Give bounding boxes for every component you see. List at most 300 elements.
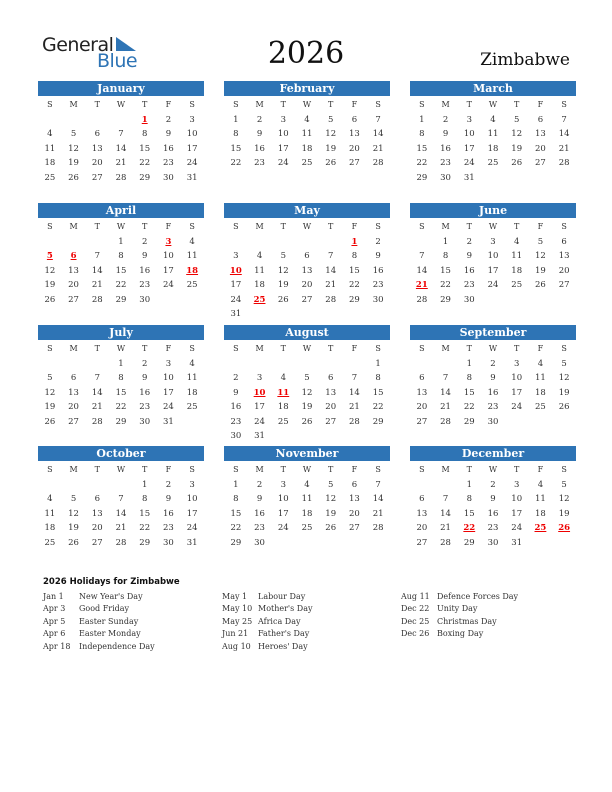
day: 24 — [163, 280, 174, 290]
day: 19 — [325, 143, 337, 154]
day: 28 — [325, 294, 337, 305]
day: 13 — [68, 387, 79, 398]
empty-cell — [38, 113, 62, 128]
day: 1 — [442, 236, 449, 247]
day: 28 — [372, 523, 384, 533]
day: 14 — [372, 494, 384, 504]
day: 1 — [419, 114, 425, 125]
day: 29 — [349, 294, 360, 305]
day: 16 — [139, 265, 151, 276]
day: 23 — [139, 402, 151, 412]
month-header: December — [410, 446, 576, 461]
day: 14 — [325, 265, 337, 276]
day: 5 — [304, 373, 310, 383]
holiday-date: Dec 25 — [401, 616, 430, 626]
month-days — [410, 220, 576, 307]
empty-cell — [248, 357, 272, 372]
day: 22 — [372, 402, 384, 412]
holiday-day: 6 — [70, 251, 77, 261]
day: 15 — [372, 387, 384, 398]
day: 5 — [70, 494, 77, 504]
day: 10 — [487, 251, 499, 261]
weekday-label: S — [47, 222, 53, 231]
empty-cell — [434, 357, 458, 372]
day: 25 — [186, 402, 198, 412]
weekday-label: F — [537, 465, 544, 474]
month-header: August — [224, 325, 390, 340]
month-september — [410, 325, 576, 429]
month-days — [224, 98, 390, 171]
empty-cell — [62, 235, 86, 250]
day: 17 — [463, 143, 475, 154]
day: 7 — [561, 114, 567, 125]
day: 8 — [118, 251, 124, 261]
weekday-label: W — [116, 222, 126, 231]
day: 27 — [68, 416, 79, 427]
day: 13 — [558, 251, 570, 261]
day: 15 — [139, 508, 151, 519]
holiday-row — [401, 591, 518, 603]
day: 12 — [535, 251, 546, 261]
day: 23 — [487, 523, 499, 533]
holiday-row — [222, 591, 312, 603]
day: 11 — [535, 373, 546, 383]
day: 28 — [372, 158, 384, 168]
day: 26 — [44, 294, 56, 305]
day: 22 — [115, 280, 127, 290]
day: 12 — [44, 387, 56, 398]
day: 30 — [230, 431, 242, 441]
empty-cell — [85, 235, 109, 250]
day: 31 — [511, 537, 523, 548]
day: 21 — [372, 143, 384, 154]
month-days — [410, 98, 576, 185]
weekday-label: S — [233, 465, 239, 474]
day: 6 — [561, 236, 567, 247]
day: 2 — [141, 236, 148, 247]
day: 17 — [277, 508, 289, 519]
day: 19 — [277, 280, 289, 290]
holiday-row — [222, 616, 312, 628]
holiday-date: Dec 26 — [401, 629, 430, 639]
day: 14 — [349, 387, 360, 398]
day: 15 — [416, 143, 428, 154]
day: 24 — [254, 416, 265, 427]
month-days — [224, 463, 390, 550]
day: 20 — [535, 143, 546, 154]
empty-cell — [224, 235, 248, 250]
day: 8 — [375, 373, 381, 383]
holiday-date: May 1 — [222, 592, 248, 601]
day: 17 — [277, 143, 289, 154]
day: 4 — [304, 479, 310, 490]
day: 31 — [230, 309, 242, 319]
day: 22 — [139, 158, 151, 168]
month-july — [38, 325, 204, 429]
day: 3 — [280, 114, 286, 125]
day: 28 — [115, 537, 127, 548]
day: 29 — [139, 172, 151, 183]
weekday-label: T — [466, 465, 472, 474]
weekday-label: S — [47, 344, 53, 353]
day: 8 — [442, 251, 449, 261]
month-days — [410, 463, 576, 550]
weekday-label: S — [189, 465, 195, 474]
month-header: July — [38, 325, 204, 340]
day: 19 — [558, 508, 570, 519]
day: 27 — [91, 537, 103, 548]
holiday-row — [222, 628, 312, 640]
month-february — [224, 81, 390, 171]
day: 20 — [68, 280, 79, 290]
day: 3 — [233, 251, 239, 261]
day: 23 — [163, 523, 174, 533]
day: 14 — [91, 387, 103, 398]
day: 12 — [277, 265, 289, 276]
day: 7 — [375, 114, 381, 125]
day: 15 — [463, 508, 475, 519]
month-header: June — [410, 203, 576, 218]
empty-cell — [271, 235, 295, 250]
month-header: February — [224, 81, 390, 96]
day: 8 — [141, 129, 148, 139]
day: 12 — [558, 494, 570, 504]
day: 7 — [442, 494, 449, 504]
holiday-day: 5 — [46, 251, 53, 261]
weekday-label: M — [69, 100, 78, 109]
holiday-name: Easter Monday — [79, 629, 141, 639]
day: 3 — [189, 114, 195, 125]
month-header: September — [410, 325, 576, 340]
day: 14 — [372, 129, 384, 139]
day: 24 — [463, 158, 475, 168]
weekday-label: S — [561, 344, 567, 353]
weekday-label: F — [537, 222, 544, 231]
day: 27 — [416, 416, 428, 427]
month-april — [38, 203, 204, 307]
day: 18 — [301, 508, 313, 519]
day: 24 — [163, 402, 174, 412]
day: 30 — [163, 537, 174, 548]
weekday-label: T — [142, 344, 148, 353]
day: 20 — [558, 265, 570, 276]
day: 3 — [513, 479, 520, 490]
holiday-date: Dec 22 — [401, 604, 430, 614]
day: 16 — [372, 265, 384, 276]
day: 23 — [487, 402, 499, 412]
weekday-label: T — [142, 100, 148, 109]
day: 8 — [118, 373, 124, 383]
weekday-label: F — [165, 100, 172, 109]
day: 30 — [372, 294, 384, 305]
day: 4 — [537, 479, 544, 490]
weekday-label: W — [302, 100, 312, 109]
empty-cell — [295, 357, 319, 372]
day: 10 — [511, 373, 523, 383]
day: 19 — [301, 402, 313, 412]
day: 20 — [301, 280, 313, 290]
holiday-day: 3 — [165, 236, 172, 247]
empty-cell — [85, 357, 109, 372]
day: 15 — [115, 265, 127, 276]
weekday-label: F — [165, 222, 172, 231]
day: 1 — [233, 114, 239, 125]
day: 25 — [511, 280, 523, 290]
day: 18 — [254, 280, 265, 290]
day: 21 — [325, 280, 337, 290]
weekday-label: F — [351, 344, 358, 353]
weekday-label: T — [514, 465, 520, 474]
holiday-name: Good Friday — [79, 604, 130, 614]
day: 28 — [349, 416, 360, 427]
day: 25 — [487, 158, 499, 168]
day: 29 — [230, 537, 242, 548]
day: 18 — [511, 265, 523, 276]
weekday-label: T — [514, 344, 520, 353]
day: 12 — [325, 129, 337, 139]
weekday-label: M — [441, 100, 450, 109]
day: 11 — [186, 373, 198, 383]
day: 19 — [44, 280, 56, 290]
day: 24 — [186, 523, 198, 533]
day: 24 — [511, 523, 523, 533]
month-header: March — [410, 81, 576, 96]
empty-cell — [85, 478, 109, 493]
day: 11 — [301, 129, 313, 139]
day: 13 — [301, 265, 313, 276]
holiday-name: Defence Forces Day — [437, 592, 519, 601]
day: 30 — [139, 416, 151, 427]
holiday-date: May 10 — [222, 604, 253, 614]
day: 27 — [68, 294, 79, 305]
day: 12 — [325, 494, 337, 504]
day: 20 — [416, 402, 428, 412]
weekday-label: W — [488, 222, 498, 231]
day: 2 — [256, 479, 263, 490]
day: 17 — [254, 402, 265, 412]
day: 25 — [44, 172, 56, 183]
day: 1 — [118, 358, 124, 369]
holiday-row — [43, 628, 155, 640]
day: 2 — [490, 358, 496, 369]
weekday-label: S — [419, 344, 425, 353]
day: 10 — [463, 129, 475, 139]
day: 9 — [466, 251, 472, 261]
holiday-date: Apr 6 — [43, 629, 66, 639]
holiday-date: Apr 18 — [43, 641, 71, 651]
day: 4 — [537, 358, 544, 369]
day: 7 — [419, 251, 425, 261]
empty-cell — [319, 235, 343, 250]
empty-cell — [62, 113, 86, 128]
day: 5 — [561, 358, 567, 369]
day: 29 — [139, 537, 151, 548]
day: 2 — [466, 236, 472, 247]
day: 9 — [141, 373, 148, 383]
empty-cell — [62, 357, 86, 372]
holiday-row — [401, 616, 518, 628]
day: 1 — [233, 479, 239, 490]
day: 9 — [490, 494, 496, 504]
weekday-label: T — [280, 222, 286, 231]
weekday-label: F — [537, 100, 544, 109]
weekday-label: S — [561, 465, 567, 474]
holiday-day: 10 — [253, 387, 266, 398]
month-days — [38, 98, 204, 185]
day: 9 — [490, 373, 496, 383]
day: 2 — [256, 114, 263, 125]
day: 16 — [463, 265, 475, 276]
day: 29 — [115, 294, 127, 305]
holiday-name: Labour Day — [258, 592, 306, 601]
empty-cell — [410, 357, 434, 372]
holiday-day: 21 — [415, 280, 428, 290]
weekday-label: S — [419, 100, 425, 109]
day: 19 — [511, 143, 523, 154]
month-header: May — [224, 203, 390, 218]
day: 16 — [487, 508, 499, 519]
day: 7 — [118, 129, 124, 139]
day: 8 — [466, 373, 472, 383]
weekday-label: W — [302, 222, 312, 231]
weekday-label: S — [561, 222, 567, 231]
day: 16 — [139, 387, 151, 398]
day: 4 — [490, 114, 496, 125]
day: 23 — [139, 280, 151, 290]
day: 10 — [511, 494, 523, 504]
day: 16 — [254, 143, 265, 154]
day: 9 — [141, 251, 148, 261]
weekday-label: T — [328, 344, 334, 353]
day: 17 — [163, 265, 174, 276]
weekday-label: M — [441, 465, 450, 474]
day: 5 — [47, 373, 53, 383]
day: 3 — [466, 114, 472, 125]
empty-cell — [410, 235, 434, 250]
day: 13 — [91, 143, 103, 154]
day: 1 — [466, 358, 472, 369]
day: 3 — [256, 373, 263, 383]
holiday-column — [222, 591, 312, 653]
month-days — [224, 342, 390, 444]
day: 15 — [139, 143, 151, 154]
weekday-label: T — [142, 222, 148, 231]
weekday-label: F — [537, 344, 544, 353]
day: 8 — [419, 129, 425, 139]
weekday-label: S — [375, 222, 381, 231]
day: 22 — [440, 280, 451, 290]
weekday-label: S — [375, 100, 381, 109]
day: 22 — [463, 402, 475, 412]
day: 21 — [372, 508, 384, 519]
day: 5 — [537, 236, 544, 247]
empty-cell — [410, 478, 434, 493]
month-october — [38, 446, 204, 550]
weekday-label: M — [255, 344, 264, 353]
empty-cell — [38, 478, 62, 493]
day: 27 — [535, 158, 546, 168]
holiday-date: May 25 — [222, 616, 253, 626]
day: 22 — [349, 280, 360, 290]
day: 23 — [254, 158, 265, 168]
day: 9 — [233, 387, 239, 398]
day: 29 — [115, 416, 127, 427]
day: 23 — [230, 416, 242, 427]
day: 29 — [416, 172, 428, 183]
day: 12 — [68, 143, 79, 154]
day: 9 — [165, 129, 172, 139]
month-december — [410, 446, 576, 550]
day: 28 — [440, 416, 451, 427]
day: 4 — [513, 236, 520, 247]
holiday-day: 22 — [463, 523, 476, 533]
day: 16 — [163, 143, 174, 154]
holiday-name: Boxing Day — [437, 629, 484, 639]
weekday-label: T — [466, 100, 472, 109]
day: 14 — [416, 265, 428, 276]
holiday-row — [222, 603, 312, 615]
day: 2 — [375, 236, 381, 247]
day: 15 — [440, 265, 451, 276]
day: 18 — [44, 523, 56, 533]
weekday-label: M — [255, 465, 264, 474]
day: 24 — [277, 523, 289, 533]
weekday-label: T — [514, 222, 520, 231]
empty-cell — [224, 357, 248, 372]
day: 6 — [304, 251, 310, 261]
day: 31 — [463, 172, 475, 183]
weekday-label: S — [189, 222, 195, 231]
day: 2 — [165, 114, 172, 125]
day: 18 — [277, 402, 289, 412]
day: 30 — [139, 294, 151, 305]
day: 7 — [442, 373, 449, 383]
empty-cell — [248, 235, 272, 250]
holiday-row — [43, 591, 155, 603]
weekday-label: S — [233, 344, 239, 353]
weekday-label: W — [488, 465, 498, 474]
day: 3 — [490, 236, 496, 247]
weekday-label: F — [165, 344, 172, 353]
day: 13 — [325, 387, 337, 398]
empty-cell — [85, 113, 109, 128]
day: 4 — [280, 373, 286, 383]
weekday-label: T — [328, 222, 334, 231]
day: 15 — [115, 387, 127, 398]
day: 22 — [230, 523, 242, 533]
day: 7 — [327, 251, 334, 261]
day: 27 — [325, 416, 337, 427]
weekday-label: T — [280, 465, 286, 474]
day: 29 — [463, 537, 475, 548]
holiday-date: Apr 3 — [43, 604, 66, 614]
day: 2 — [165, 479, 172, 490]
day: 5 — [327, 479, 334, 490]
day: 20 — [349, 143, 360, 154]
empty-cell — [38, 357, 62, 372]
empty-cell — [62, 478, 86, 493]
day: 4 — [256, 251, 263, 261]
month-june — [410, 203, 576, 307]
day: 19 — [44, 402, 56, 412]
day: 1 — [118, 236, 124, 247]
weekday-label: T — [280, 100, 286, 109]
day: 6 — [94, 129, 100, 139]
day: 26 — [44, 416, 56, 427]
weekday-label: M — [441, 344, 450, 353]
day: 25 — [301, 523, 313, 533]
day: 10 — [163, 373, 174, 383]
